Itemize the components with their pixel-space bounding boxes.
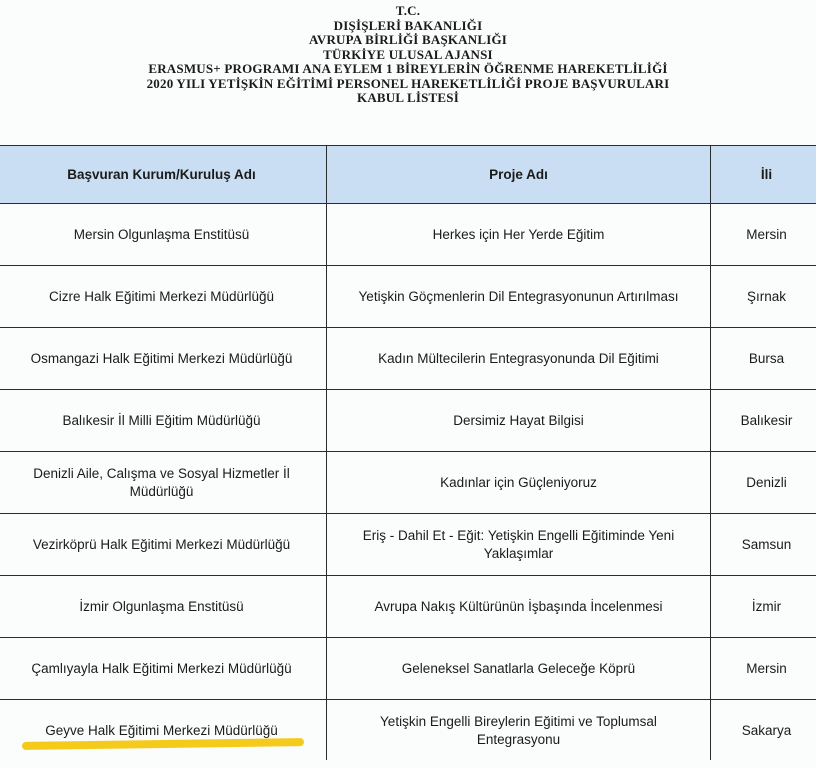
province-cell: Bursa xyxy=(711,328,816,390)
table-row xyxy=(0,576,816,638)
institution-cell: Balıkesir İl Milli Eğitim Müdürlüğü xyxy=(0,390,327,452)
province-cell: Mersin xyxy=(711,638,816,700)
table-row xyxy=(0,328,816,390)
table-header-row xyxy=(0,146,816,204)
header-line-program: ERASMUS+ PROGRAMI ANA EYLEM 1 BİREYLERİN ÖĞRENME HAREKETLİLİĞİ xyxy=(148,61,668,76)
project-cell: Avrupa Nakış Kültürünün İşbaşında İncelenmesi xyxy=(327,576,711,638)
acceptance-table xyxy=(0,145,816,763)
column-header-project: Proje Adı xyxy=(327,146,711,204)
table-row xyxy=(0,638,816,700)
project-cell: Kadın Mültecilerin Entegrasyonunda Dil Eğitimi xyxy=(327,328,711,390)
project-cell: Yetişkin Göçmenlerin Dil Entegrasyonunun Artırılması xyxy=(327,266,711,328)
institution-cell: Vezirköprü Halk Eğitimi Merkezi Müdürlüğü xyxy=(0,514,327,576)
column-header-institution: Başvuran Kurum/Kuruluş Adı xyxy=(0,146,327,204)
table-row xyxy=(0,452,816,514)
project-cell: Eriş - Dahil Et - Eğit: Yetişkin Engelli Eğitiminde Yeni Yaklaşımlar xyxy=(327,514,711,576)
header-line-tc: T.C. xyxy=(395,3,421,18)
institution-cell: Çamlıyayla Halk Eğitimi Merkezi Müdürlüğü xyxy=(0,638,327,700)
page-bottom-edge xyxy=(0,760,816,768)
project-cell: Herkes için Her Yerde Eğitim xyxy=(327,204,711,266)
project-cell: Yetişkin Engelli Bireylerin Eğitimi ve Toplumsal Entegrasyonu xyxy=(327,700,711,763)
header-line-ministry: DIŞİŞLERİ BAKANLIĞI xyxy=(333,17,483,33)
province-cell: Mersin xyxy=(711,204,816,266)
institution-cell: Osmangazi Halk Eğitimi Merkezi Müdürlüğü xyxy=(0,328,327,390)
acceptance-table-container xyxy=(0,145,816,763)
project-cell: Kadınlar için Güçleniyoruz xyxy=(327,452,711,514)
province-cell: Şırnak xyxy=(711,266,816,328)
province-cell: Denizli xyxy=(711,452,816,514)
institution-cell: Denizli Aile, Calışma ve Sosyal Hizmetler İl Müdürlüğü xyxy=(0,452,327,514)
document-header xyxy=(0,4,816,106)
province-cell: Balıkesir xyxy=(711,390,816,452)
header-line-acceptance-list: KABUL LİSTESİ xyxy=(357,90,459,105)
header-line-national-agency: TÜRKİYE ULUSAL AJANSI xyxy=(323,46,493,62)
institution-cell: Geyve Halk Eğitimi Merkezi Müdürlüğü xyxy=(0,700,327,763)
project-cell: Geleneksel Sanatlarla Geleceğe Köprü xyxy=(327,638,711,700)
institution-cell: Mersin Olgunlaşma Enstitüsü xyxy=(0,204,327,266)
institution-cell: Cizre Halk Eğitimi Merkezi Müdürlüğü xyxy=(0,266,327,328)
header-line-project-type: 2020 YILI YETİŞKİN EĞİTİMİ PERSONEL HAREKETLİLİĞİ PROJE BAŞVURULARI xyxy=(146,75,670,91)
province-cell: Samsun xyxy=(711,514,816,576)
province-cell: Sakarya xyxy=(711,700,816,763)
institution-cell: İzmir Olgunlaşma Enstitüsü xyxy=(0,576,327,638)
table-row-highlighted xyxy=(0,700,816,763)
table-row xyxy=(0,266,816,328)
province-cell: İzmir xyxy=(711,576,816,638)
table-row xyxy=(0,390,816,452)
column-header-province: İli xyxy=(711,146,816,204)
table-row xyxy=(0,514,816,576)
project-cell: Dersimiz Hayat Bilgisi xyxy=(327,390,711,452)
table-row xyxy=(0,204,816,266)
header-line-eu-directorate: AVRUPA BİRLİĞİ BAŞKANLIĞI xyxy=(308,32,508,47)
